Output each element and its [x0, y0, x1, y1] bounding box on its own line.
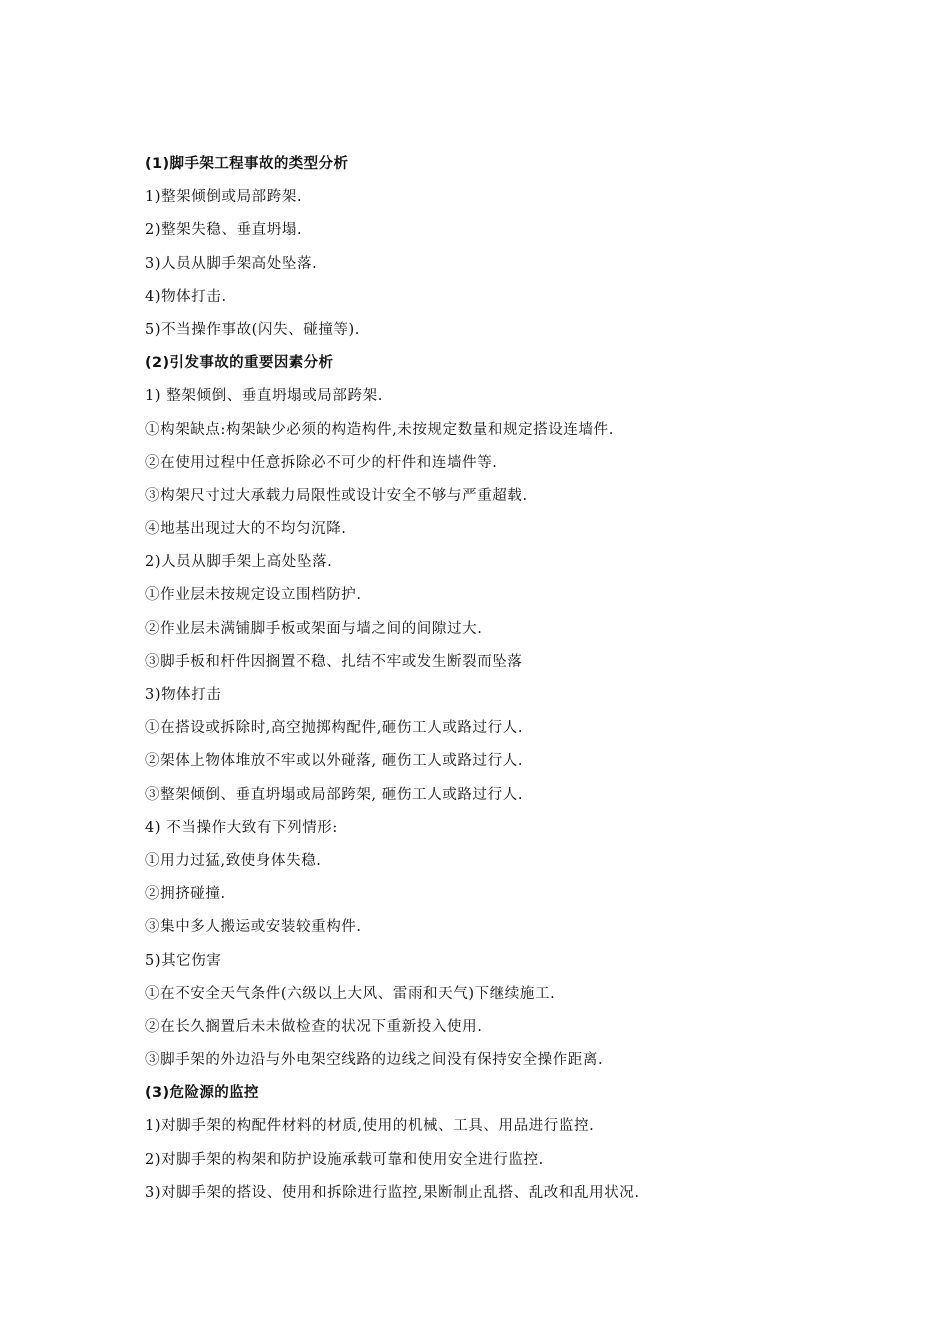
list-item: ②架体上物体堆放不牢或以外碰落, 砸伤工人或路过行人.: [145, 753, 524, 770]
section-heading-accident-types: (1)脚手架工程事故的类型分析: [145, 156, 349, 172]
subsection-title: 3)物体打击: [145, 687, 222, 703]
list-item: 3)对脚手架的搭设、使用和拆除进行监控,果断制止乱搭、乱改和乱用状况.: [145, 1184, 640, 1201]
list-item: 5)不当操作事故(闪失、碰撞等).: [145, 321, 361, 338]
subsection-title: 5)其它伤害: [145, 952, 222, 969]
list-item: 3)人员从脚手架高处坠落.: [145, 255, 318, 272]
list-item: 4)物体打击.: [145, 288, 227, 305]
list-item: ③构架尺寸过大承载力局限性或设计安全不够与严重超载.: [145, 487, 528, 504]
list-item: ①构架缺点:构架缺少必须的构造构件,未按规定数量和规定搭设连墙件.: [145, 421, 614, 438]
list-item: 1)对脚手架的构配件材料的材质,使用的机械、工具、用品进行监控.: [145, 1118, 595, 1135]
list-item: ③脚手架的外边沿与外电架空线路的边线之间没有保持安全操作距离.: [145, 1052, 604, 1069]
list-item: ③集中多人搬运或安装较重构件.: [145, 919, 362, 936]
list-item: ①在不安全天气条件(六级以上大风、雷雨和天气)下继续施工.: [145, 985, 556, 1002]
list-item: ③整架倾倒、垂直坍塌或局部跨架, 砸伤工人或路过行人.: [145, 786, 524, 803]
list-item: ②在使用过程中任意拆除必不可少的杆件和连墙件等.: [145, 454, 498, 471]
list-item: ②作业层未满铺脚手板或架面与墙之间的间隙过大.: [145, 620, 483, 637]
subsection-title: 4) 不当操作大致有下列情形:: [145, 819, 338, 836]
section-heading-cause-analysis: (2)引发事故的重要因素分析: [145, 355, 334, 372]
subsection-title: 2)人员从脚手架上高处坠落.: [145, 554, 333, 571]
subsection-title: 1) 整架倾倒、垂直坍塌或局部跨架.: [145, 388, 383, 405]
list-item: ④地基出现过大的不均匀沉降.: [145, 521, 347, 538]
section-heading-hazard-monitoring: (3)危险源的监控: [145, 1085, 259, 1102]
list-item: ①用力过猛,致使身体失稳.: [145, 852, 322, 869]
list-item: 2)整架失稳、垂直坍塌.: [145, 222, 303, 239]
list-item: ①作业层未按规定设立围档防护.: [145, 587, 362, 604]
list-item: ①在搭设或拆除时,高空抛掷构配件,砸伤工人或路过行人.: [145, 720, 524, 737]
list-item: ③脚手板和杆件因搁置不稳、扎结不牢或发生断裂而坠落: [145, 653, 523, 670]
list-item: 1)整架倾倒或局部跨架.: [145, 189, 303, 206]
list-item: ②拥挤碰撞.: [145, 886, 226, 903]
list-item: ②在长久搁置后未未做检查的状况下重新投入使用.: [145, 1018, 483, 1035]
list-item: 2)对脚手架的构架和防护设施承载可靠和使用安全进行监控.: [145, 1151, 544, 1168]
document-body: [145, 148, 845, 1210]
